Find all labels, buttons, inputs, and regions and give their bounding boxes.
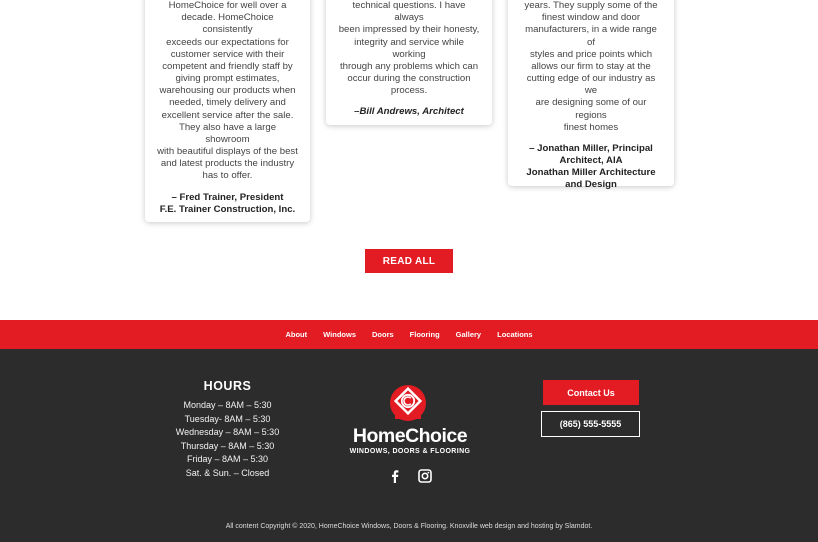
- instagram-icon[interactable]: [418, 469, 432, 483]
- quote-line: finest window and door: [541, 12, 641, 24]
- quote-line: has to offer.: [202, 170, 253, 182]
- quote-line: years. They supply some of the: [524, 0, 658, 12]
- testimonial-card: [145, 0, 310, 222]
- homechoice-logo[interactable]: [335, 382, 485, 462]
- testimonial-signature: [520, 143, 662, 192]
- quote-line: allows our firm to stay at the: [531, 60, 651, 72]
- footer-nav: [0, 320, 818, 349]
- signature-line: Architect, AIA: [559, 155, 623, 167]
- quote-line: HomeChoice for well over a: [168, 0, 287, 12]
- signature-line: – Jonathan Miller, Principal: [529, 142, 653, 154]
- read-all-button[interactable]: READ ALL: [365, 249, 453, 273]
- quote-line: giving prompt estimates,: [175, 73, 280, 85]
- logo-mark-icon: [388, 382, 428, 422]
- hours-row: Sat. & Sun. – Closed: [185, 467, 270, 478]
- quote-line: styles and price points which: [529, 48, 653, 60]
- quote-line: integrity and service while working: [354, 36, 464, 60]
- nav-item-windows[interactable]: Windows: [323, 330, 356, 339]
- testimonial-signature: [157, 192, 298, 216]
- hours-title: HOURS: [203, 379, 252, 393]
- quote-line: manufacturers, in a wide range of: [525, 24, 657, 48]
- phone-button[interactable]: (865) 555-5555: [541, 411, 640, 437]
- quote-line: competent and friendly staff by: [162, 60, 293, 72]
- testimonial-card: [508, 0, 674, 191]
- quote-line: customer service with their: [170, 48, 285, 60]
- nav-item-gallery[interactable]: Gallery: [455, 330, 482, 339]
- quote-line: finest homes: [563, 121, 619, 133]
- quote-line: technical questions. I have always: [352, 0, 466, 24]
- logo-tagline: WINDOWS, DOORS & FLOORING: [349, 448, 471, 455]
- hours-row: Friday – 8AM – 5:30: [186, 454, 269, 465]
- signature-line: –Bill Andrews, Architect: [354, 106, 464, 118]
- testimonial-card: [326, 0, 492, 125]
- hours-row: Wednesday – 8AM – 5:30: [175, 427, 280, 438]
- signature-line: Jonathan Miller Architecture: [526, 167, 656, 179]
- quote-line: warehousing our products when: [159, 85, 296, 97]
- quote-line: through any problems which can: [339, 60, 479, 72]
- signature-line: – Fred Trainer, President: [171, 191, 284, 203]
- hours-block: [160, 379, 295, 481]
- quote-line: exceeds our expectations for: [166, 36, 289, 48]
- hours-row: Thursday – 8AM – 5:30: [180, 440, 275, 451]
- quote-line: excellent service after the sale.: [161, 109, 294, 121]
- nav-item-doors[interactable]: Doors: [372, 330, 394, 339]
- quote-line: They also have a large showroom: [178, 121, 277, 145]
- testimonial-quote: [338, 0, 480, 97]
- quote-line: and latest products the industry: [160, 158, 295, 170]
- quote-line: decade. HomeChoice consistently: [181, 12, 274, 36]
- quote-line: needed, timely delivery and: [169, 97, 286, 109]
- nav-item-about[interactable]: About: [285, 330, 308, 339]
- quote-line: occur during the construction: [347, 73, 471, 85]
- hours-row: Tuesday- 8AM – 5:30: [184, 413, 271, 424]
- testimonial-signature: [338, 106, 480, 118]
- contact-us-button[interactable]: Contact Us: [543, 380, 639, 405]
- quote-line: process.: [390, 85, 428, 97]
- site-footer: [0, 349, 818, 542]
- logo-name: HomeChoice: [352, 425, 468, 447]
- quote-line: cutting edge of our industry as we: [526, 73, 656, 97]
- quote-line: are designing some of our regions: [535, 97, 647, 121]
- facebook-icon[interactable]: [388, 469, 402, 483]
- quote-line: with beautiful displays of the best: [157, 146, 298, 158]
- quote-line: been impressed by their honesty,: [338, 24, 480, 36]
- social-links: [388, 467, 432, 485]
- testimonial-quote: [157, 0, 298, 183]
- copyright-text: All content Copyright © 2020, HomeChoice Windows, Doors & Flooring. Knoxville web design and hosting by Slamdot.: [225, 523, 593, 530]
- signature-line: F.E. Trainer Construction, Inc.: [159, 203, 296, 215]
- nav-item-flooring[interactable]: Flooring: [409, 330, 440, 339]
- signature-line: and Design: [565, 179, 617, 191]
- testimonial-quote: [520, 0, 662, 134]
- hours-row: Monday – 8AM – 5:30: [183, 400, 272, 410]
- nav-item-locations[interactable]: Locations: [497, 330, 533, 339]
